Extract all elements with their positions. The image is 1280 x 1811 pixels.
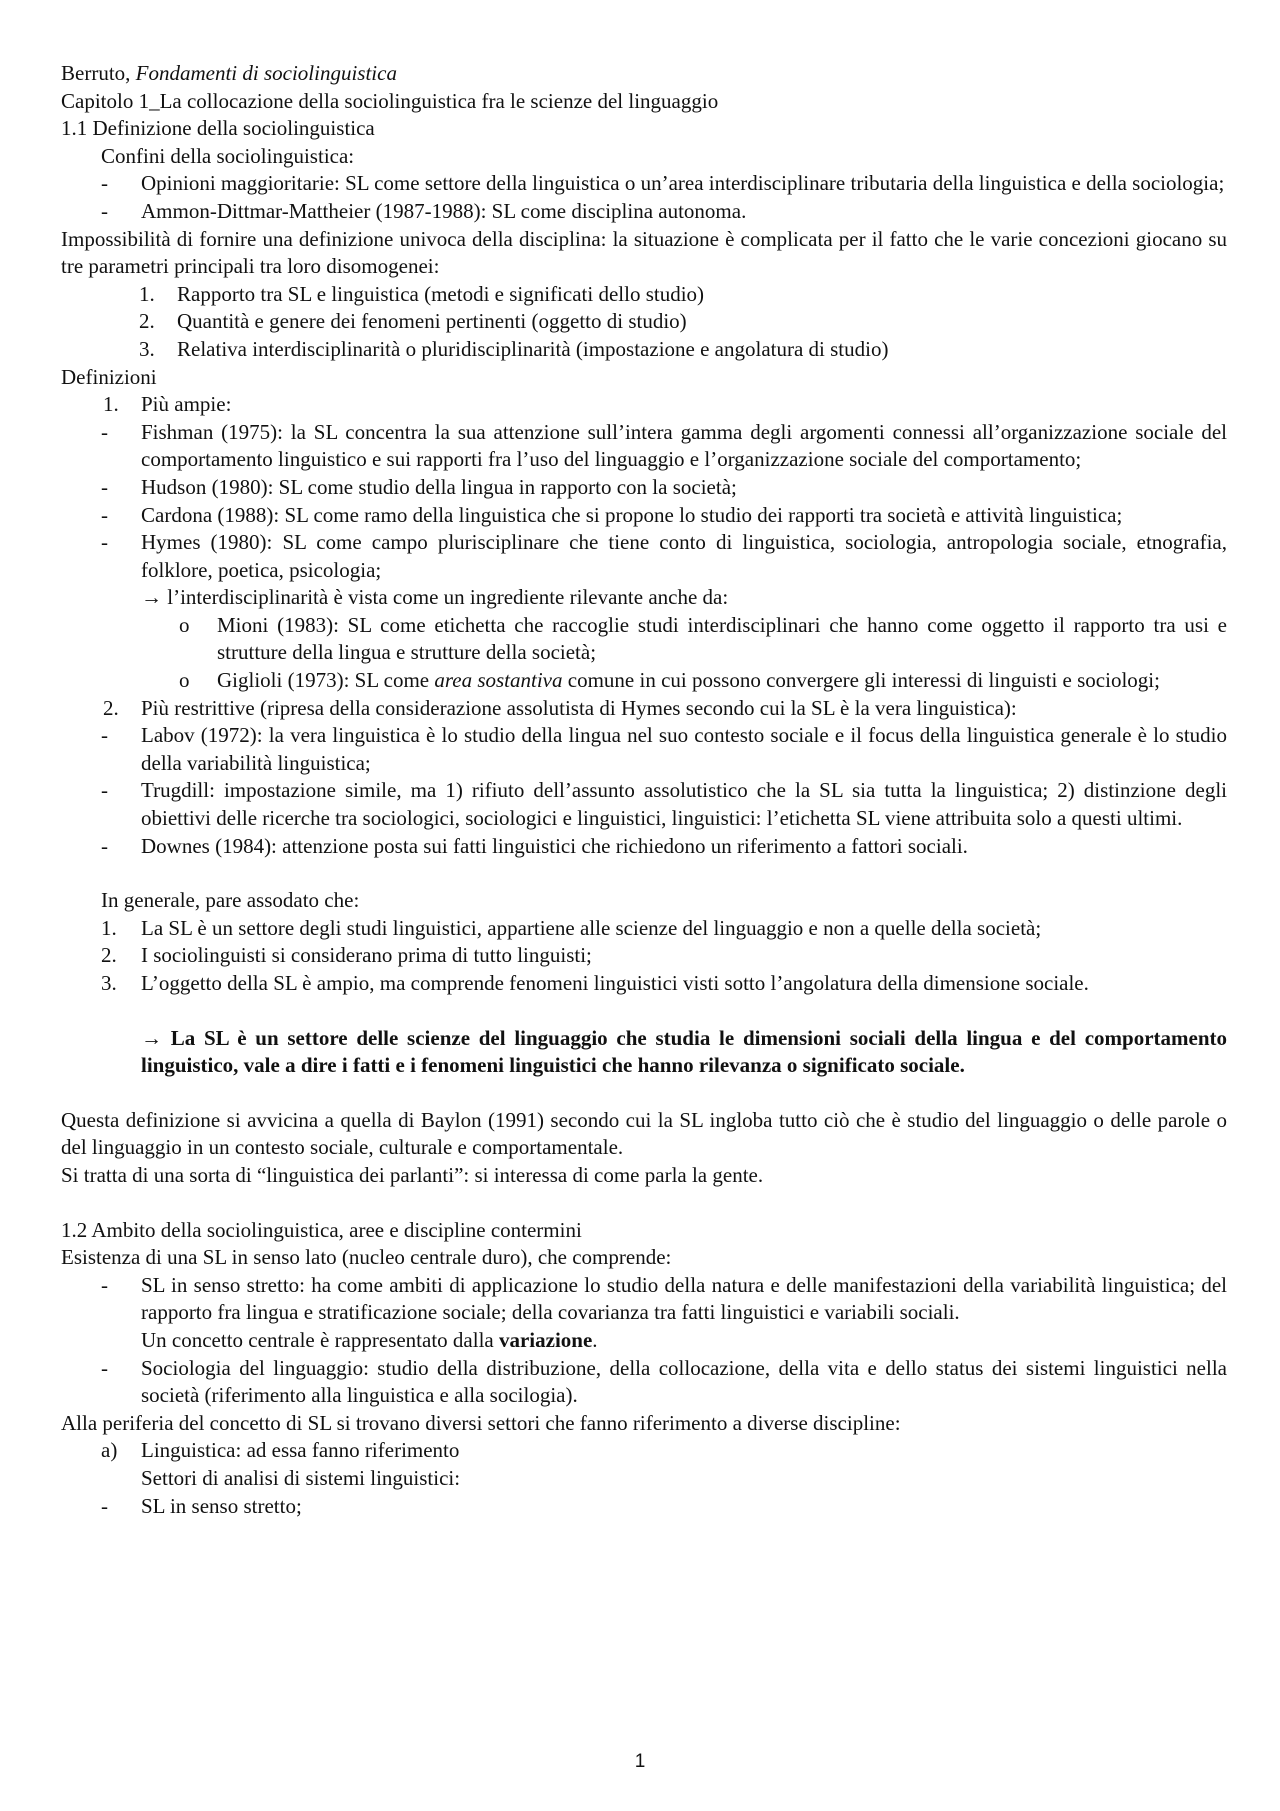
numbered-item-text: Relativa interdisciplinarità o pluridisciplinarità (impostazione e angolatura di studio)	[177, 336, 889, 361]
number-marker: 2.	[139, 309, 155, 334]
dash-marker: -	[101, 502, 108, 527]
list-item-text: Sociologia del linguaggio: studio della distribuzione, della collocazione, della vita e dello status dei sistemi linguistici nella società (riferimento alla linguistica e alla socilogia).	[141, 1355, 1227, 1408]
settori-label: Settori di analisi di sistemi linguistici:	[141, 1465, 461, 1490]
dash-marker: -	[101, 1272, 108, 1297]
list-item-text: SL in senso stretto;	[141, 1493, 302, 1518]
numbered-item-text: Più ampie:	[141, 392, 232, 417]
dash-marker: -	[101, 198, 108, 223]
list-item-text: Hymes (1980): SL come campo plurisciplinare che tiene conto di linguistica, sociologia, antropologia sociale, etnografia, folklore, poetica, psicologia;	[141, 530, 1227, 582]
number-marker: 1.	[103, 392, 119, 417]
page-content	[61, 60, 1227, 1520]
list-item	[61, 474, 1227, 502]
list-item-text: Cardona (1988): SL come ramo della linguistica che si propone lo studio dei rapporti tra società e attività linguistica;	[141, 502, 1123, 527]
list-item	[61, 777, 1227, 832]
sl-stretto-text: SL in senso stretto: ha come ambiti di applicazione lo studio della natura e delle manifestazioni della variabilità linguistica; del rapporto fra lingua e stratificazione sociale; della covarianza tra fatti linguistici e variabili sociali.	[141, 1272, 1227, 1325]
numbered-item	[61, 942, 1227, 970]
numbered-item-text: La SL è un settore degli studi linguistici, appartiene alle scienze del linguaggio e non a quelle della società;	[141, 915, 1042, 940]
sub-list-item-text: Mioni (1983): SL come etichetta che raccoglie studi interdisciplinari che hanno come oggetto il rapporto tra usi e strutture della lingua e strutture della società;	[217, 612, 1227, 665]
dash-marker: -	[101, 723, 108, 748]
number-marker: 3.	[101, 971, 117, 995]
list-item-text: Fishman (1975): la SL concentra la sua attenzione sull’intera gamma degli argomenti connessi all’organizzazione sociale del comportamento linguistico e sui rapporti fra l’uso del linguaggio e l’organizzazione sociale del comportamento;	[141, 419, 1227, 472]
list-item	[61, 419, 1227, 474]
dash-marker: -	[101, 778, 108, 803]
impossibilita-paragraph: Impossibilità di fornire una definizione univoca della disciplina: la situazione è complicata per il fatto che le varie concezioni giocano su tre parametri principali tra loro disomogenei:	[61, 226, 1227, 279]
number-marker: 2.	[101, 943, 117, 968]
numbered-item	[61, 391, 1227, 419]
list-item-text: Labov (1972): la vera linguistica è lo studio della lingua nel suo contesto sociale e il focus della linguistica generale è lo studio della variabilità linguistica;	[141, 723, 1227, 775]
numbered-item	[61, 970, 1227, 998]
list-item-text: Downes (1984): attenzione posta sui fatti linguistici che richiedono un riferimento a fattori sociali.	[141, 833, 968, 858]
list-item	[61, 170, 1227, 198]
giglioli-italic: area sostantiva	[434, 668, 563, 693]
list-item-text: Hudson (1980): SL come studio della lingua in rapporto con la società;	[141, 474, 737, 499]
dash-marker: -	[101, 474, 108, 499]
section-heading-1-1: 1.1 Definizione della sociolinguistica	[61, 116, 375, 141]
dash-marker: -	[101, 419, 108, 444]
numbered-item-text: Più restrittive (ripresa della considerazione assolutista di Hymes secondo cui la SL è la vera linguistica):	[141, 695, 1017, 720]
numbered-item	[61, 308, 1227, 336]
giglioli-text-end: comune in cui possono convergere gli interessi di linguisti e sociologi;	[562, 668, 1160, 693]
numbered-item	[61, 281, 1227, 309]
author: Berruto,	[61, 61, 136, 85]
number-marker: 1.	[101, 915, 117, 940]
numbered-item-text: I sociolinguisti si considerano prima di tutto linguisti;	[141, 943, 592, 968]
confini-label: Confini della sociolinguistica:	[101, 143, 355, 168]
list-item	[61, 198, 1227, 226]
giglioli-text: Giglioli (1973): SL come	[217, 668, 435, 693]
list-item	[61, 1493, 1227, 1521]
list-item	[61, 529, 1227, 584]
parlanti-paragraph: Si tratta di una sorta di “linguistica dei parlanti”: si interessa di come parla la gente.	[61, 1162, 764, 1187]
list-item	[61, 722, 1227, 777]
interdisciplinarita-note: → l’interdisciplinarità è vista come un ingrediente rilevante anche da:	[141, 585, 729, 610]
letter-marker: a)	[101, 1438, 118, 1463]
chapter-title: Capitolo 1_La collocazione della sociolinguistica fra le scienze del linguaggio	[61, 88, 719, 113]
numbered-item	[61, 915, 1227, 943]
page-number: 1	[634, 1751, 646, 1772]
numbered-item-text: Quantità e genere dei fenomeni pertinenti (oggetto di studio)	[177, 309, 687, 334]
dash-marker: -	[101, 1493, 108, 1518]
definizioni-label: Definizioni	[61, 364, 157, 389]
concetto-end: .	[592, 1327, 598, 1352]
list-item-text: Opinioni maggioritarie: SL come settore della linguistica o un’area interdisciplinare tributaria della linguistica e della sociologia;	[141, 171, 1225, 196]
dash-marker: -	[101, 1355, 108, 1380]
circle-bullet-marker: o	[179, 668, 190, 693]
periferia-paragraph: Alla periferia del concetto di SL si trovano diversi settori che fanno riferimento a diverse discipline:	[61, 1410, 901, 1435]
list-item-text	[141, 1272, 1227, 1355]
numbered-item	[61, 695, 1227, 723]
sub-list-item-text	[217, 667, 1227, 695]
list-item	[61, 502, 1227, 530]
numbered-item-text: Rapporto tra SL e linguistica (metodi e significati dello studio)	[177, 281, 705, 306]
book-title: Fondamenti di sociolinguistica	[135, 61, 397, 85]
concetto-text: Un concetto centrale è rappresentato dalla	[141, 1327, 499, 1352]
definizione-conclusiva: → La SL è un settore delle scienze del linguaggio che studia le dimensioni sociali della lingua e del comportamento linguistico, vale a dire i fatti e i fenomeni linguistici che hanno rilevanza o significato sociale.	[141, 1025, 1227, 1078]
lettered-item	[61, 1437, 1227, 1465]
in-generale-label: In generale, pare assodato che:	[101, 888, 360, 913]
list-item-text: Trugdill: impostazione simile, ma 1) rifiuto dell’assunto assolutistico che la SL sia tutta la linguistica; 2) distinzione degli obiettivi delle ricerche tra sociologici, sociologici e linguistici, linguistici: l’etichetta SL viene attribuita solo a questi ultimi.	[141, 778, 1227, 831]
section-heading-1-2: 1.2 Ambito della sociolinguistica, aree e discipline contermini	[61, 1217, 582, 1242]
circle-bullet-marker: o	[179, 612, 190, 637]
numbered-item	[61, 336, 1227, 364]
number-marker: 2.	[103, 695, 119, 720]
number-marker: 3.	[139, 336, 155, 361]
sub-list-item	[61, 667, 1227, 695]
list-item	[61, 1355, 1227, 1410]
list-item-text: Ammon-Dittmar-Mattheier (1987-1988): SL come disciplina autonoma.	[141, 198, 747, 223]
lettered-item-text: Linguistica: ad essa fanno riferimento	[141, 1438, 460, 1463]
concetto-bold: variazione	[498, 1327, 593, 1352]
dash-marker: -	[101, 530, 108, 555]
list-item	[61, 833, 1227, 861]
sub-list-item	[61, 612, 1227, 667]
number-marker: 1.	[139, 281, 155, 306]
numbered-item-text: L’oggetto della SL è ampio, ma comprende fenomeni linguistici visti sotto l’angolatura della dimensione sociale.	[141, 971, 1089, 995]
header-line	[61, 60, 1227, 88]
dash-marker: -	[101, 171, 108, 196]
baylon-paragraph: Questa definizione si avvicina a quella di Baylon (1991) secondo cui la SL ingloba tutto ciò che è studio del linguaggio o delle parole o del linguaggio in un contesto sociale, culturale e comportamentale.	[61, 1107, 1227, 1160]
dash-marker: -	[101, 833, 108, 858]
list-item	[61, 1272, 1227, 1355]
esistenza-paragraph: Esistenza di una SL in senso lato (nucleo centrale duro), che comprende:	[61, 1245, 672, 1270]
